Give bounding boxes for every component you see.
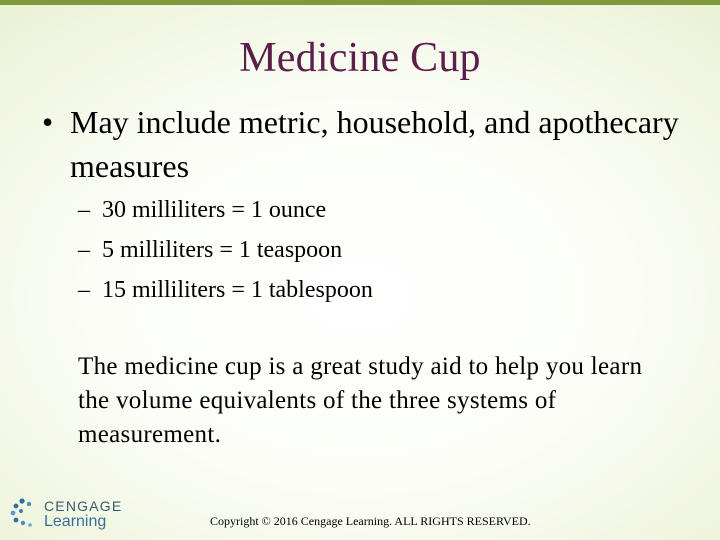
list-item-text: 30 milliliters = 1 ounce — [102, 197, 327, 223]
copyright-notice: Copyright © 2016 Cengage Learning. ALL RIGHTS RESERVED. — [210, 514, 531, 528]
main-bullet — [42, 100, 682, 188]
study-note: The medicine cup is a great study aid to help you learn the volume equivalents of the three systems of measurement. — [78, 353, 643, 448]
slide-title: Medicine Cup — [239, 35, 481, 81]
cengage-dots-icon — [10, 498, 40, 528]
bullet-marker: • — [42, 104, 54, 140]
cengage-logo — [10, 496, 130, 534]
logo-text-learning: Learning — [44, 513, 107, 530]
bullet-text: May include metric, household, and apothecary measures — [70, 104, 679, 184]
equivalents-list — [78, 190, 373, 310]
list-item — [78, 270, 373, 310]
top-accent-bar — [0, 0, 720, 5]
logo-text-cengage: CENGAGE — [44, 498, 123, 514]
dash-marker: – — [78, 277, 90, 303]
list-item-text: 5 milliliters = 1 teaspoon — [102, 237, 343, 263]
list-item — [78, 190, 373, 230]
list-item — [78, 230, 373, 270]
dash-marker: – — [78, 197, 90, 223]
list-item-text: 15 milliliters = 1 tablespoon — [102, 277, 373, 303]
dash-marker: – — [78, 237, 90, 263]
